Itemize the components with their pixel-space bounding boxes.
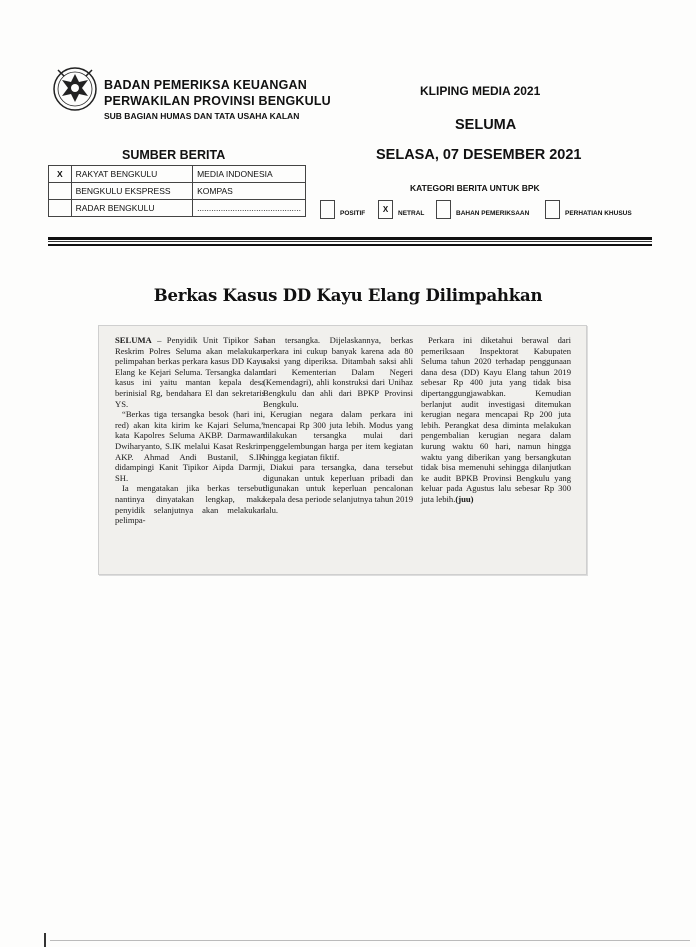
article-text: – Penyidik Unit Tipikor Sat Reskrim Polres Seluma akan melakukan pelimpahan berkas perkara kasus DD Kayu Elang ke Kejari Seluma. Tersangka dalam kasus ini yaitu mantan kepala desa berinisial Rg, bendahara El dan sekretaris YS. <box>115 335 265 409</box>
source-name: RAKYAT BENGKULU <box>71 166 193 183</box>
category-netral <box>378 200 432 219</box>
category-label: BAHAN PEMERIKSAAN <box>456 210 530 217</box>
source-name: KOMPAS <box>193 183 306 200</box>
article-paragraph <box>115 335 265 409</box>
source-name: ............................................ <box>193 200 306 217</box>
category-perhatian-khusus <box>545 200 640 219</box>
article-column <box>263 335 413 515</box>
category-bahan-pemeriksaan <box>436 200 537 219</box>
kliping-title: KLIPING MEDIA 2021 <box>420 84 541 98</box>
source-mark: X <box>49 166 72 183</box>
org-branch: PERWAKILAN PROVINSI BENGKULU <box>104 94 331 108</box>
source-name: MEDIA INDONESIA <box>193 166 306 183</box>
scan-edge-mark <box>44 933 46 947</box>
article-headline: Berkas Kasus DD Kayu Elang Dilimpahkan <box>153 286 543 305</box>
header-divider <box>48 241 652 242</box>
header-divider <box>48 237 652 240</box>
source-mark <box>49 183 72 200</box>
article-paragraph: Kerugian negara dalam perkara ini mencapai Rp 300 juta lebih. Modus yang dilakukan tersangka mulai dari penggelembungan harga per item kegiatan hingga kegiatan fiktif. <box>263 409 413 462</box>
header-divider <box>48 244 652 246</box>
scan-edge-line <box>50 940 690 941</box>
kategori-title: KATEGORI BERITA UNTUK BPK <box>410 183 540 193</box>
source-row <box>49 183 306 200</box>
category-label: PERHATIAN KHUSUS <box>565 210 632 217</box>
article-paragraph: “Berkas tiga tersangka besok (hari ini, red) akan kita kirim ke Kajari Seluma,” kata Kapolres Seluma AKBP. Darmawan Dwiharyanto, S.IK melalui Kasat Reskrim AKP. Ahmad Andi Bustanil, S.IK didampingi Kanit Tipikor Aipda Darmji, SH. <box>115 409 265 483</box>
article-dateline: SELUMA <box>115 335 152 345</box>
article-paragraph <box>421 335 571 505</box>
source-name: RADAR BENGKULU <box>71 200 193 217</box>
category-label: POSITIF <box>340 210 366 217</box>
article-signature: (juu) <box>455 493 474 504</box>
article-clipping <box>98 325 587 575</box>
org-name: BADAN PEMERIKSA KEUANGAN <box>104 78 307 92</box>
article-column <box>421 335 571 505</box>
source-mark <box>49 200 72 217</box>
article-paragraph: Diakui para tersangka, dana tersebut digunakan untuk keperluan pribadi dan digunakan untuk keperluan pencalonan kepala desa periode selanjutnya tahun 2019 lalu. <box>263 462 413 515</box>
category-checkbox <box>436 200 451 219</box>
bpk-emblem-icon <box>50 64 100 114</box>
article-paragraph: Ia mengatakan jika berkas tersebut nantinya dinyatakan lengkap, maka penyidik selanjutnya akan melakukan pelimpa- <box>115 483 265 526</box>
region-title: SELUMA <box>455 117 517 133</box>
source-name: BENGKULU EKSPRESS <box>71 183 193 200</box>
publication-date: SELASA, 07 DESEMBER 2021 <box>376 147 582 163</box>
category-checkbox <box>320 200 335 219</box>
org-unit: SUB BAGIAN HUMAS DAN TATA USAHA KALAN <box>104 111 300 121</box>
source-row <box>49 200 306 217</box>
category-checkbox: X <box>378 200 393 219</box>
category-positif <box>320 200 373 219</box>
category-label: NETRAL <box>398 210 425 217</box>
category-checkbox <box>545 200 560 219</box>
article-column <box>115 335 265 526</box>
article-text: Perkara ini diketahui berawal dari pemeriksaan Inspektorat Kabupaten Seluma tahun 2020 terhadap penggunaan dana desa (DD) Kayu Elang tahun 2019 sebesar Rp 400 juta yang tidak bisa dipertanggungjawabkan. Kemudian berlanjut audit investigasi ditemukan kerugian negara mencapai Rp 200 juta lebih. Perangkat desa diminta melakukan pengembalian kerugian negara dalam kurung waktu 60 hari, namun hingga waktu yang diberikan yang bersangkutan tidak bisa memenuhi sehingga dilanjutkan ke audit BPKB Provinsi Bengkulu yang keluar pada Agustus lalu sebesar Rp 300 juta lebih. <box>421 335 571 504</box>
article-paragraph: han tersangka. Dijelaskannya, berkas perkara ini cukup banyak karena ada 80 saksi yang diperiksa. Ditambah saksi ahli dari Kementerian Dalam Negeri (Kemendagri), ahli konstruksi dari Unihaz Bengkulu dan ahli dari BPKP Provinsi Bengkulu. <box>263 335 413 409</box>
source-row <box>49 166 306 183</box>
source-table <box>48 165 306 217</box>
sumber-berita-title: SUMBER BERITA <box>122 148 226 162</box>
